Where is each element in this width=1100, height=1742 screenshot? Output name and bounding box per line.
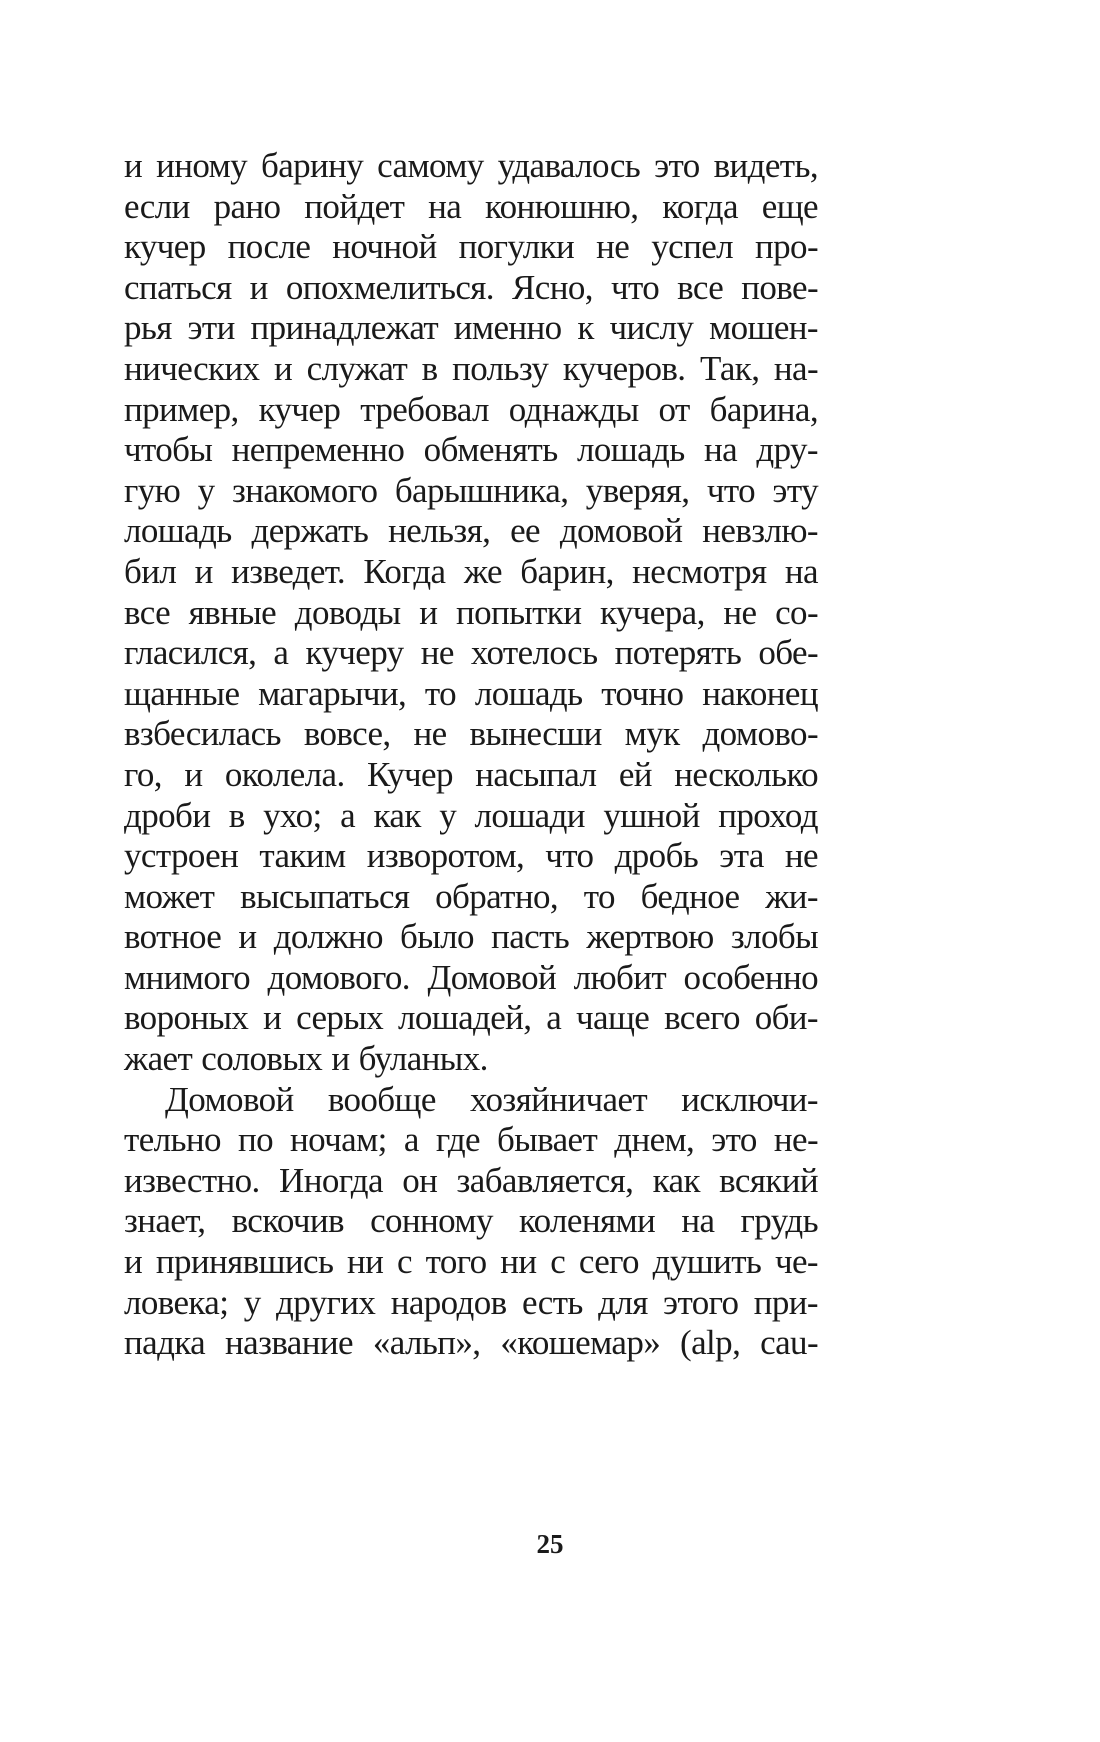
text-line: нических и служат в пользу кучеров. Так, на- [124, 348, 818, 388]
text-line: гласился, а кучеру не хотелось потерять обе- [124, 633, 818, 673]
text-line: вороных и серых лошадей, а чаще всего оби- [124, 998, 818, 1038]
text-line: кучер после ночной погулки не успел про- [124, 227, 818, 267]
text-line: взбесилась вовсе, не вынесши мук домово- [124, 714, 818, 754]
text-line: гую у знакомого барышника, уверяя, что эту [124, 470, 818, 510]
text-line: может высыпаться обратно, то бедное жи- [124, 876, 818, 916]
paragraph-end-line: жает соловых и буланых. [124, 1039, 488, 1079]
text-line: если рано пойдет на конюшню, когда еще [124, 186, 818, 226]
text-line: чтобы непременно обменять лошадь на дру- [124, 430, 818, 470]
text-line: бил и изведет. Когда же барин, несмотря на [124, 551, 818, 591]
text-line: тельно по ночам; а где бывает днем, это не- [124, 1120, 818, 1160]
paragraph-start-line: Домовой вообще хозяйничает исключи- [165, 1079, 818, 1119]
text-line: вотное и должно было пасть жертвою злобы [124, 917, 818, 957]
text-line: известно. Иногда он забавляется, как всякий [124, 1160, 818, 1200]
text-line: дроби в ухо; а как у лошади ушной проход [124, 795, 818, 835]
text-line: щанные магарычи, то лошадь точно наконец [124, 673, 818, 713]
text-line: все явные доводы и попытки кучера, не со- [124, 592, 818, 632]
text-line: устроен таким изворотом, что дробь эта не [124, 836, 818, 876]
text-line: рья эти принадлежат именно к числу мошен- [124, 308, 818, 348]
text-line: го, и околела. Кучер насыпал ей несколько [124, 754, 818, 794]
text-line: ловека; у других народов есть для этого при- [124, 1282, 818, 1322]
text-line: и принявшись ни с того ни с сего душить че- [124, 1242, 818, 1282]
page-number: 25 [536, 1529, 564, 1559]
text-line: мнимого домового. Домовой любит особенно [124, 957, 818, 997]
text-line: и иному барину самому удавалось это видеть, [124, 146, 818, 185]
text-line: пример, кучер требовал однажды от барина, [124, 389, 818, 429]
text-line: спаться и опохмелиться. Ясно, что все пове- [124, 267, 818, 307]
text-line: лошадь держать нельзя, ее домовой невзлю- [124, 511, 818, 551]
body-text [124, 146, 818, 1364]
text-line: знает, вскочив сонному коленями на грудь [124, 1201, 818, 1241]
text-line: падка название «альп», «кошемар» (alp, cau- [124, 1323, 818, 1363]
